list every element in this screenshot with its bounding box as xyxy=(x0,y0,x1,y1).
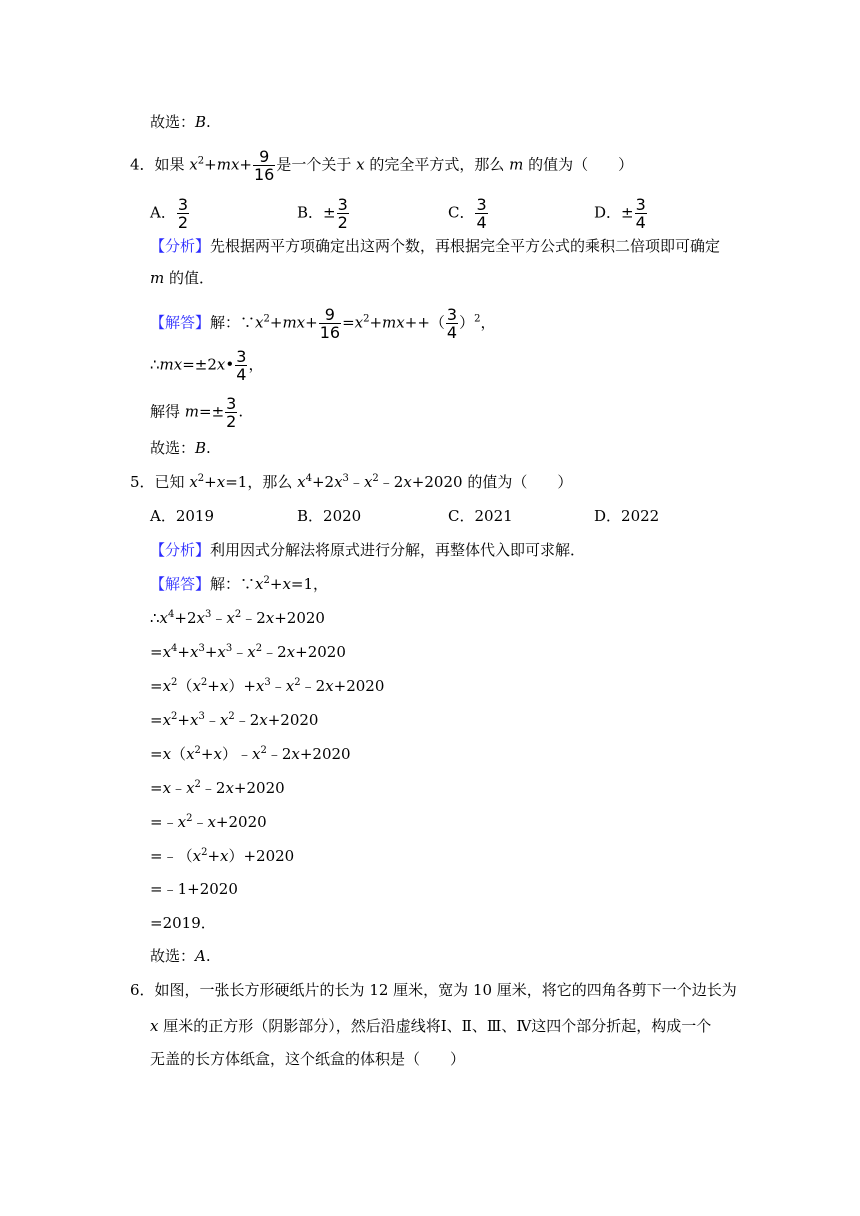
q5-step-7: $=﹣(x^2+x)+2020$ xyxy=(150,847,295,865)
q3-answer: 故选：B. xyxy=(150,113,211,131)
q5-step-5: $=x﹣x^2﹣2x+2020$ xyxy=(150,779,285,797)
q4-fraction: $\frac{9}{16}$ xyxy=(254,147,275,184)
q5-option-d: D．2022 xyxy=(594,507,660,525)
q4-solution-line3: 解得 m=± $\frac{3}{2}$ . xyxy=(150,394,244,431)
q5-option-b: B．2020 xyxy=(297,507,362,525)
q6-stem-line1: 6．如图，一张长方形硬纸片的长为 12 厘米，宽为 10 厘米，将它的四角各剪下一个边长为 xyxy=(130,981,737,999)
q5-step-3: $=x^2+x^3﹣x^2﹣2x+2020$ xyxy=(150,711,319,729)
q5-step-0: $\therefore x^4+2x^3﹣x^2﹣2x+2020$ xyxy=(150,609,325,627)
q5-step-8: =﹣1+2020 xyxy=(150,880,238,898)
q5-option-c: C．2021 xyxy=(448,507,513,525)
q5-analysis: 【分析】利用因式分解法将原式进行分解，再整体代入即可求解． xyxy=(150,541,586,559)
q5-solution-line1: 【解答】解：$\because x^2+x=1$， xyxy=(150,575,329,593)
q5-step-1: $=x^4+x^3+x^3﹣x^2﹣2x+2020$ xyxy=(150,643,346,661)
q5-step-4: $=x(x^2+x)﹣x^2﹣2x+2020$ xyxy=(150,745,351,763)
q4-answer: 故选：B. xyxy=(150,439,211,457)
q5-option-a: A．2019 xyxy=(150,507,215,525)
q6-stem-line3: 无盖的长方体纸盒，这个纸盒的体积是（ ） xyxy=(150,1050,466,1068)
q4-stem: 4．如果 $x^2+mx+$ $\frac{9}{16}$ 是一个关于 x 的完全平方式，那么 m 的值为（ ） xyxy=(130,147,634,184)
q6-stem-line2: x 厘米的正方形（阴影部分），然后沿虚线将Ⅰ、Ⅱ、Ⅲ、Ⅳ这四个部分折起，构成一个 xyxy=(150,1017,712,1035)
q5-step-6: $=﹣x^2﹣x+2020$ xyxy=(150,813,267,831)
q5-step-9: =2019． xyxy=(150,914,216,932)
q4-solution-line2: ∴mx=±2x• $\frac{3}{4}$ ， xyxy=(150,347,264,384)
q4-option-a: A． $\frac{3}{2}$ xyxy=(150,195,189,232)
q4-analysis: 【分析】先根据两平方项确定出这两个数，再根据完全平方公式的乘积二倍项即可确定 xyxy=(150,237,721,255)
q5-answer: 故选：A. xyxy=(150,947,211,965)
q5-stem: 5．已知 $x^2+x=1$，那么 $x^4+2x^3﹣x^2﹣2x+2020$ 的值为（ ） xyxy=(130,473,573,491)
q4-option-b: B．± $\frac{3}{2}$ xyxy=(297,195,348,232)
q5-step-2: $=x^2(x^2+x)+x^3﹣x^2﹣2x+2020$ xyxy=(150,677,385,695)
q4-analysis-cont: m 的值． xyxy=(150,269,215,287)
q4-option-c: C． $\frac{3}{4}$ xyxy=(448,195,487,232)
q4-option-d: D．± $\frac{3}{4}$ xyxy=(594,195,646,232)
q4-solution-line1: 【解答】解：$\because x^2+mx+$ $\frac{9}{16}$ $=x^2+mx++$（ $\frac{3}{4}$ ）$^2$， xyxy=(150,305,496,342)
